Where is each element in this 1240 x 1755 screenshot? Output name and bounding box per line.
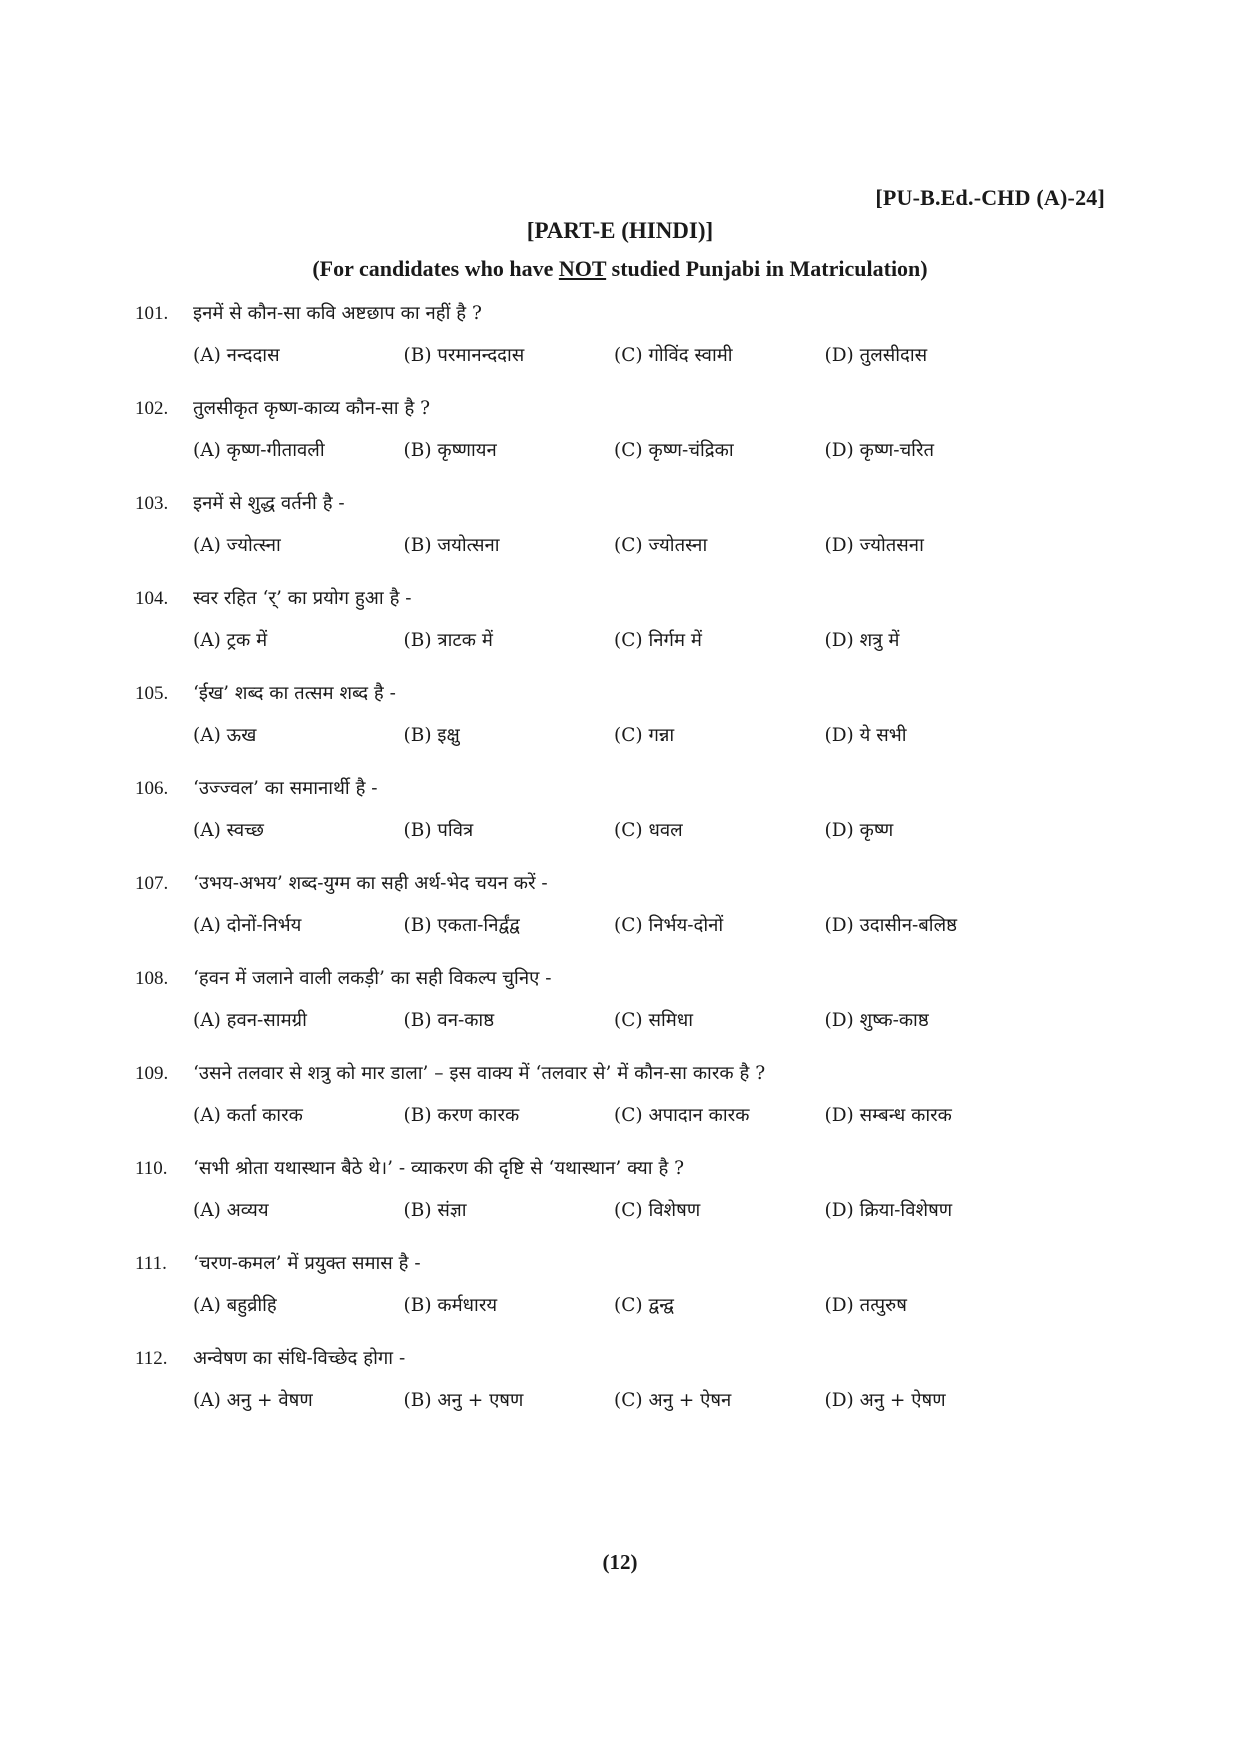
question-number: 109. [135, 1063, 169, 1084]
answer-option: (C) द्वन्द्व [614, 1295, 674, 1316]
answer-option: (D) ये सभी [824, 725, 907, 746]
answer-option: (D) शुष्क-काष्ठ [824, 1010, 929, 1031]
question-number: 110. [135, 1158, 168, 1179]
question-line [135, 868, 1035, 910]
answer-option: (B) इक्षु [403, 725, 460, 746]
question-text: इनमें से शुद्ध वर्तनी है - [193, 493, 345, 514]
answer-option: (C) निर्गम में [614, 630, 702, 651]
answer-option: (A) बहुव्रीहि [193, 1295, 277, 1316]
answer-option: (C) निर्भय-दोनों [614, 915, 724, 936]
question-number: 112. [135, 1348, 168, 1369]
question-text: ‘उज्ज्वल’ का समानार्थी है - [193, 778, 378, 799]
question-number: 108. [135, 968, 169, 989]
question-item [135, 298, 1035, 393]
question-line [135, 298, 1035, 340]
answer-option: (C) कृष्ण-चंद्रिका [614, 440, 734, 461]
question-line [135, 1058, 1035, 1100]
question-line [135, 583, 1035, 625]
option-row [135, 435, 1035, 477]
option-row [135, 815, 1035, 857]
question-line [135, 1343, 1035, 1385]
option-row [135, 1195, 1035, 1237]
question-number: 102. [135, 398, 169, 419]
question-item [135, 393, 1035, 488]
question-item [135, 1153, 1035, 1248]
question-text: ‘ईख’ शब्द का तत्सम शब्द है - [193, 683, 396, 704]
question-line [135, 488, 1035, 530]
answer-option: (D) कृष्ण [824, 820, 894, 841]
question-line [135, 678, 1035, 720]
question-item [135, 963, 1035, 1058]
answer-option: (C) विशेषण [614, 1200, 701, 1221]
answer-option: (B) करण कारक [403, 1105, 520, 1126]
answer-option: (C) धवल [614, 820, 683, 841]
question-number: 107. [135, 873, 169, 894]
answer-option: (A) दोनों-निर्भय [193, 915, 302, 936]
question-number: 111. [135, 1253, 167, 1274]
answer-option: (C) समिधा [614, 1010, 694, 1031]
answer-option: (B) वन-काष्ठ [403, 1010, 495, 1031]
answer-option: (B) कृष्णायन [403, 440, 497, 461]
answer-option: (D) अनु + ऐषण [824, 1390, 946, 1411]
question-text: स्वर रहित ‘र्’ का प्रयोग हुआ है - [193, 588, 412, 609]
candidate-note [0, 256, 1240, 282]
question-line [135, 963, 1035, 1005]
answer-option: (C) अनु + ऐषन [614, 1390, 732, 1411]
note-text-before: (For candidates who have [312, 256, 559, 281]
part-title: [PART-E (HINDI)] [526, 218, 714, 243]
option-row [135, 625, 1035, 667]
question-text: अन्वेषण का संधि-विच्छेद होगा - [193, 1348, 406, 1369]
question-item [135, 1058, 1035, 1153]
answer-option: (B) कर्मधारय [403, 1295, 498, 1316]
answer-option: (B) एकता-निर्द्वंद्व [403, 915, 520, 936]
question-text: ‘उसने तलवार से शत्रु को मार डाला’ – इस वाक्य में ‘तलवार से’ में कौन-सा कारक है ? [193, 1063, 766, 1084]
answer-option: (B) परमानन्ददास [403, 345, 525, 366]
note-text-after: studied Punjabi in Matriculation) [606, 256, 928, 281]
question-text: ‘चरण-कमल’ में प्रयुक्त समास है - [193, 1253, 421, 1274]
note-emphasis: NOT [558, 256, 607, 281]
answer-option: (A) हवन-सामग्री [193, 1010, 307, 1031]
question-item [135, 583, 1035, 678]
question-item [135, 773, 1035, 868]
question-list [135, 298, 1035, 1438]
question-text: तुलसीकृत कृष्ण-काव्य कौन-सा है ? [193, 398, 431, 419]
option-row [135, 1005, 1035, 1047]
answer-option: (B) अनु + एषण [403, 1390, 524, 1411]
question-line [135, 393, 1035, 435]
question-text: इनमें से कौन-सा कवि अष्टछाप का नहीं है ? [193, 303, 482, 324]
question-line [135, 1153, 1035, 1195]
option-row [135, 1385, 1035, 1427]
question-item [135, 488, 1035, 583]
question-item [135, 868, 1035, 963]
answer-option: (C) अपादान कारक [614, 1105, 750, 1126]
answer-option: (C) ज्योतस्ना [614, 535, 708, 556]
answer-option: (A) ज्योत्स्ना [193, 535, 281, 556]
question-number: 106. [135, 778, 169, 799]
answer-option: (A) अनु + वेषण [193, 1390, 313, 1411]
answer-option: (D) सम्बन्ध कारक [824, 1105, 952, 1126]
answer-option: (D) कृष्ण-चरित [824, 440, 935, 461]
question-number: 103. [135, 493, 169, 514]
question-text: ‘उभय-अभय’ शब्द-युग्म का सही अर्थ-भेद चयन करें - [193, 873, 548, 894]
answer-option: (B) संज्ञा [403, 1200, 467, 1221]
answer-option: (B) जयोत्सना [403, 535, 500, 556]
answer-option: (A) ट्रक में [193, 630, 268, 651]
paper-code: [PU-B.Ed.-CHD (A)-24] [875, 185, 1105, 210]
option-row [135, 1100, 1035, 1142]
answer-option: (D) शत्रु में [824, 630, 900, 651]
question-line [135, 1248, 1035, 1290]
answer-option: (A) ऊख [193, 725, 257, 746]
question-text: ‘सभी श्रोता यथास्थान बैठे थे।’ - व्याकरण की दृष्टि से ‘यथास्थान’ क्या है ? [193, 1158, 685, 1179]
question-item [135, 1248, 1035, 1343]
question-line [135, 773, 1035, 815]
answer-option: (C) गन्ना [614, 725, 675, 746]
answer-option: (D) ज्योतसना [824, 535, 924, 556]
option-row [135, 530, 1035, 572]
page-number: (12) [602, 1550, 638, 1574]
question-item [135, 678, 1035, 773]
question-text: ‘हवन में जलाने वाली लकड़ी’ का सही विकल्प चुनिए - [193, 968, 552, 989]
question-item [135, 1343, 1035, 1438]
answer-option: (B) पवित्र [403, 820, 474, 841]
question-number: 105. [135, 683, 169, 704]
answer-option: (A) अव्यय [193, 1200, 269, 1221]
answer-option: (C) गोविंद स्वामी [614, 345, 733, 366]
answer-option: (A) स्वच्छ [193, 820, 264, 841]
answer-option: (A) नन्ददास [193, 345, 280, 366]
option-row [135, 340, 1035, 382]
option-row [135, 1290, 1035, 1332]
answer-option: (A) कृष्ण-गीतावली [193, 440, 325, 461]
option-row [135, 910, 1035, 952]
answer-option: (B) त्राटक में [403, 630, 493, 651]
answer-option: (D) उदासीन-बलिष्ठ [824, 915, 958, 936]
answer-option: (A) कर्ता कारक [193, 1105, 303, 1126]
option-row [135, 720, 1035, 762]
question-number: 101. [135, 303, 169, 324]
answer-option: (D) तत्पुरुष [824, 1295, 907, 1316]
answer-option: (D) तुलसीदास [824, 345, 928, 366]
answer-option: (D) क्रिया-विशेषण [824, 1200, 953, 1221]
question-number: 104. [135, 588, 169, 609]
